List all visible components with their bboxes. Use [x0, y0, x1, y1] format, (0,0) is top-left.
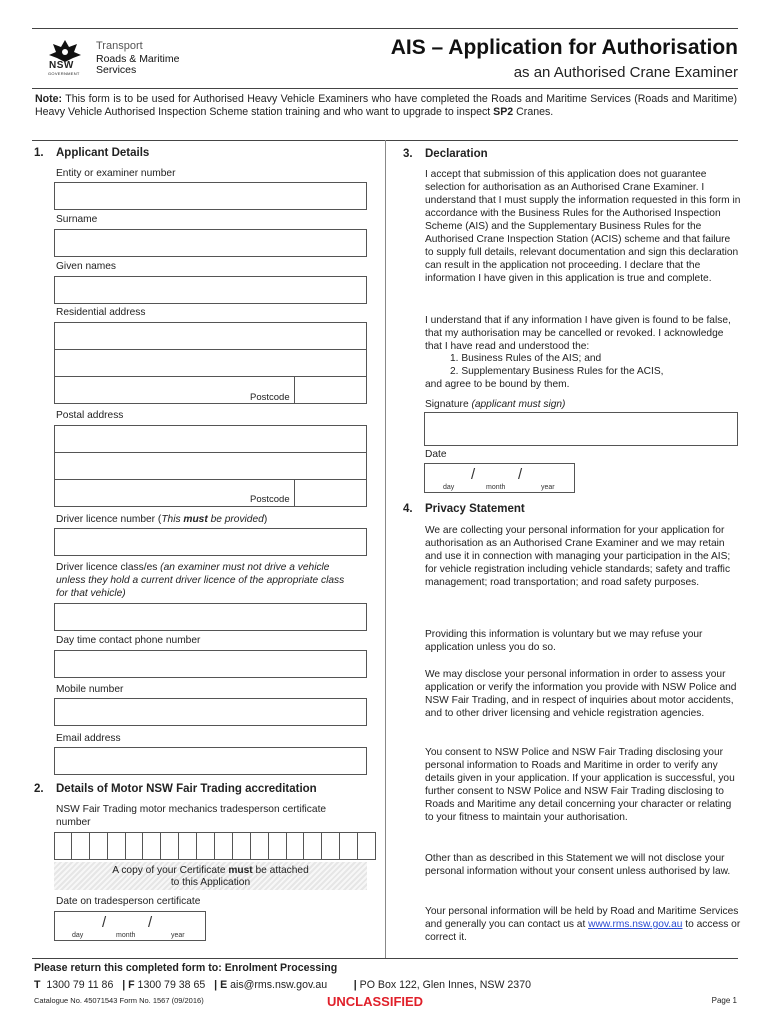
- declaration-date-slash2: /: [518, 466, 523, 483]
- note-paragraph: [35, 93, 737, 120]
- logo-rms-line1: Roads & Maritime: [96, 53, 180, 65]
- licence-class-input[interactable]: [54, 603, 367, 631]
- privacy-para6-post: to access or correct it.: [425, 919, 741, 943]
- page-number: Page 1: [711, 996, 737, 1005]
- footer-fax: 1300 79 38 65: [137, 979, 206, 991]
- section4-number: 4.: [403, 503, 413, 515]
- privacy-para3: We may disclose your personal information in order to assess your application or verify the information you provide with NSW Police and NSW Fair Trading, and in respect of inquiries about motor accidents, and to other driver licensing and vehicle registration agencies.: [425, 669, 737, 719]
- residential-postcode-label: Postcode: [250, 392, 290, 403]
- footer-phone: 1300 79 11 86: [46, 979, 114, 991]
- signature-label-note: (applicant must sign): [471, 399, 566, 410]
- mobile-label: Mobile number: [56, 684, 124, 695]
- section3-number: 3.: [403, 148, 413, 160]
- section2-number: 2.: [34, 783, 44, 795]
- licence-label-post: ): [263, 514, 268, 525]
- surname-label: Surname: [56, 214, 98, 225]
- residential-address-line2[interactable]: [54, 349, 367, 377]
- declaration-date-day: day: [443, 484, 455, 491]
- given-names-input[interactable]: [54, 276, 367, 304]
- fax-prefix: F: [128, 979, 135, 991]
- residential-address-label: Residential address: [56, 307, 146, 318]
- note-text: This form is to be used for Authorised Heavy Vehicle Examiners who have completed the Roads and Maritime Services (Roads and Maritime) Heavy Vehicle Authorised Inspection Scheme station training and who want to upgrade to inspect: [35, 93, 737, 119]
- privacy-para5: Other than as described in this Statement we will not disclose your personal information without your consent unless authorised by law.: [425, 853, 731, 877]
- declaration-para1: I accept that submission of this application does not guarantee selection for authorisation as an Authorised Crane Examiner. I understand that I must supply the information requested in this form in accordance with the Business Rules for the Authorised Inspection Scheme (AIS) and the Supplementary Business Rules for the Authorised Crane Inspection Station (ACIS) scheme and that failure to supply full details, relevant documentation and sign this declaration can result in the application not proceeding. I declare that the information I have given in this application is true and complete.: [425, 169, 741, 284]
- logo-rms-line2: Services: [96, 64, 137, 76]
- declaration-date-label: Date: [425, 449, 447, 460]
- top-rule: [32, 28, 738, 29]
- given-names-label: Given names: [56, 261, 117, 272]
- mobile-input[interactable]: [54, 698, 367, 726]
- section3-title: Declaration: [425, 148, 488, 160]
- declaration-item1: 1. Business Rules of the AIS; and: [450, 353, 602, 364]
- logo-government-text: GOVERNMENT: [48, 71, 80, 76]
- licence-class-label-note: (an examiner must not drive a vehicle unless they hold a current driver licence of the appropriate class for that vehicle): [56, 562, 345, 599]
- licence-number-label: [56, 514, 267, 525]
- declaration-para2: I understand that if any information I have given is found to be false, that my authorisation may be cancelled or revoked. I acknowledge that I have read and understood the:: [425, 315, 731, 352]
- column-divider: [385, 140, 386, 958]
- postal-postcode-label: Postcode: [250, 494, 290, 505]
- declaration-date-slash1: /: [471, 466, 476, 483]
- privacy-para4: You consent to NSW Police and NSW Fair Trading disclosing your personal information to Roads and Maritime in order to verify any details given in your application. If your application is successful, you further consent to NSW Police and NSW Fair Trading disclosing to Roads and Maritime any detail concerning your character or relating to your fitness to maintain your authorisation.: [425, 747, 735, 823]
- section1-number: 1.: [34, 147, 44, 159]
- phone-prefix: T: [34, 979, 41, 991]
- section1-heading: [34, 147, 149, 159]
- classification-label: UNCLASSIFIED: [327, 994, 424, 1009]
- cert-number-label: NSW Fair Trading motor mechanics tradesperson certificate number: [56, 804, 327, 828]
- phone-label: Day time contact phone number: [56, 635, 201, 646]
- licence-number-input[interactable]: [54, 528, 367, 556]
- privacy-para1: We are collecting your personal information for your application for authorisation as an Authorised Crane Examiner and we may retain and use it in connection with managing your participation in the AIS; for vehicle registration including vehicle standards; safety and traffic management; road transportation; and road safety purposes.: [425, 525, 731, 588]
- cert-date-label: Date on tradesperson certificate: [56, 896, 201, 907]
- declaration-date-year: year: [541, 484, 555, 491]
- licence-label-italic1: This: [161, 514, 184, 525]
- privacy-para2: Providing this information is voluntary but we may refuse your application unless you do so.: [425, 629, 703, 653]
- nsw-logo: [44, 38, 86, 78]
- licence-label-pre: Driver licence number (: [56, 514, 162, 525]
- cert-notice-line2: to this Application: [170, 877, 251, 888]
- cert-number-input[interactable]: [54, 832, 376, 860]
- section2-title: Details of Motor NSW Fair Trading accreditation: [56, 783, 317, 795]
- cert-date-month: month: [116, 932, 136, 939]
- certificate-notice: [54, 862, 367, 890]
- email-label: Email address: [56, 733, 121, 744]
- declaration-date-month: month: [486, 484, 506, 491]
- footer-rule: [32, 958, 738, 959]
- cert-date-slash2: /: [148, 914, 153, 931]
- entity-input[interactable]: [54, 182, 367, 210]
- logo-nsw-text: NSW: [49, 60, 74, 71]
- residential-postcode-input[interactable]: [294, 376, 367, 404]
- licence-label-must: must: [183, 514, 208, 525]
- note-label: Note:: [35, 93, 63, 105]
- rms-website-link[interactable]: www.rms.nsw.gov.au: [588, 919, 683, 930]
- cert-notice-post: be attached: [252, 865, 309, 876]
- cert-date-day: day: [72, 932, 84, 939]
- postal-address-line1[interactable]: [54, 425, 367, 453]
- postal-postcode-input[interactable]: [294, 479, 367, 507]
- email-prefix: E: [220, 979, 228, 991]
- section4-heading: [403, 503, 525, 515]
- catalogue-number: Catalogue No. 45071543 Form No. 1567 (09/2016): [34, 996, 204, 1005]
- logo-transport-text: Transport: [96, 40, 143, 52]
- section4-title: Privacy Statement: [425, 503, 525, 515]
- email-input[interactable]: [54, 747, 367, 775]
- licence-class-label: [56, 561, 356, 600]
- cert-date-slash1: /: [102, 914, 107, 931]
- signature-label: [425, 399, 565, 410]
- section2-heading: [34, 783, 317, 795]
- privacy-para6: [425, 905, 741, 944]
- declaration-item2: 2. Supplementary Business Rules for the ACIS,: [450, 366, 664, 377]
- postal-address-line2[interactable]: [54, 452, 367, 480]
- page-title: AIS – Application for Authorisation: [390, 36, 738, 59]
- footer-email: ais@rms.nsw.gov.au: [230, 979, 328, 991]
- declaration-para3: and agree to be bound by them.: [425, 379, 570, 390]
- header-rule: [32, 88, 738, 89]
- signature-label-text: Signature: [425, 399, 472, 410]
- cert-notice-must: must: [228, 865, 253, 876]
- entity-label: Entity or examiner number: [56, 168, 176, 179]
- privacy-para6-pre: Your personal information will be held by Road and Maritime Services and generally you can contact us at: [425, 906, 739, 930]
- return-instructions: Please return this completed form to: Enrolment Processing: [34, 962, 338, 974]
- note-text-end: Cranes.: [513, 106, 554, 119]
- surname-input[interactable]: [54, 229, 367, 257]
- postal-address-label: Postal address: [56, 410, 124, 421]
- footer-po-box: PO Box 122, Glen Innes, NSW 2370: [359, 979, 531, 991]
- cert-date-year: year: [171, 932, 185, 939]
- cert-notice-pre: A copy of your Certificate: [112, 865, 229, 876]
- section3-heading: [403, 148, 488, 160]
- signature-input[interactable]: [424, 412, 738, 446]
- residential-address-line1[interactable]: [54, 322, 367, 350]
- licence-class-label-pre: Driver licence class/es: [56, 562, 161, 573]
- contact-line: T 1300 79 11 86 | F 1300 79 38 65 | E ais@rms.nsw.gov.au | PO Box 122, Glen Innes, NSW 2370: [34, 979, 531, 991]
- phone-input[interactable]: [54, 650, 367, 678]
- licence-label-italic2: be provided: [207, 514, 264, 525]
- note-sp2: SP2: [493, 106, 514, 119]
- section1-title: Applicant Details: [56, 147, 150, 159]
- page-subtitle: as an Authorised Crane Examiner: [513, 64, 738, 81]
